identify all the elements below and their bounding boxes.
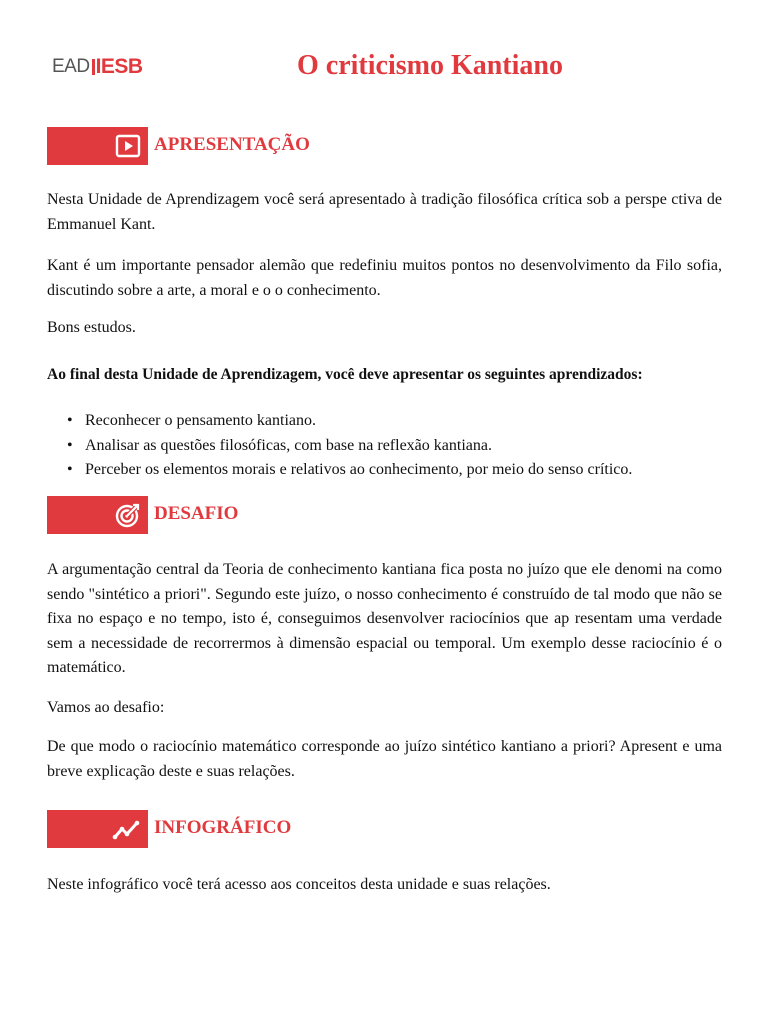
paragraph: A argumentação central da Teoria de conhecimento kantiana fica posta no juízo que ele denomi na como sendo "sintético a priori". Segundo este juízo, o nosso conhecimento é construído de tal modo que não se fixa no espaço e no tempo, isto é, conseguimos desenvolver raciocínios que ap resentam uma verdade sem a necessidade de recorrermos à dimensão espacial ou temporal. Um exemplo desse raciocínio é o matemático. <box>47 561 722 676</box>
list-item: • Reconhecer o pensamento kantiano. <box>47 409 722 434</box>
iesb-logo <box>52 56 143 78</box>
logo-divider <box>92 59 95 75</box>
objectives-list <box>47 409 722 483</box>
paragraph: Bons estudos. <box>47 319 136 336</box>
trend-line-icon <box>112 815 140 843</box>
target-icon <box>114 501 142 529</box>
play-icon <box>114 132 142 160</box>
list-item: • Analisar as questões filosóficas, com base na reflexão kantiana. <box>47 434 722 459</box>
section-header-infografico <box>47 810 447 848</box>
logo-iesb-text: IESB <box>95 55 143 78</box>
document-title: O criticismo Kantiano <box>297 50 563 81</box>
logo-ead-text: EAD <box>52 56 90 77</box>
section-title-infografico: INFOGRÁFICO <box>154 817 292 838</box>
paragraph: Kant é um importante pensador alemão que redefiniu muitos pontos no desenvolvimento da Filo sofia, discutindo sobre a arte, a moral e o o conhecimento. <box>47 257 722 299</box>
objectives-intro: Ao final desta Unidade de Aprendizagem, você deve apresentar os seguintes aprendizados: <box>47 366 643 383</box>
paragraph: De que modo o raciocínio matemático corresponde ao juízo sintético kantiano a priori? Apresent e uma breve explicação deste e suas relações. <box>47 738 722 780</box>
paragraph: Neste infográfico você terá acesso aos conceitos desta unidade e suas relações. <box>47 876 551 893</box>
paragraph: Nesta Unidade de Aprendizagem você será apresentado à tradição filosófica crítica sob a perspe ctiva de Emmanuel Kant. <box>47 191 722 233</box>
section-title-apresentacao: APRESENTAÇÃO <box>154 134 310 155</box>
list-item: • Perceber os elementos morais e relativos ao conhecimento, por meio do senso crítico. <box>47 458 722 483</box>
paragraph: Vamos ao desafio: <box>47 699 165 716</box>
section-header-apresentacao <box>47 127 447 165</box>
section-header-desafio <box>47 496 447 534</box>
section-title-desafio: DESAFIO <box>154 503 239 524</box>
